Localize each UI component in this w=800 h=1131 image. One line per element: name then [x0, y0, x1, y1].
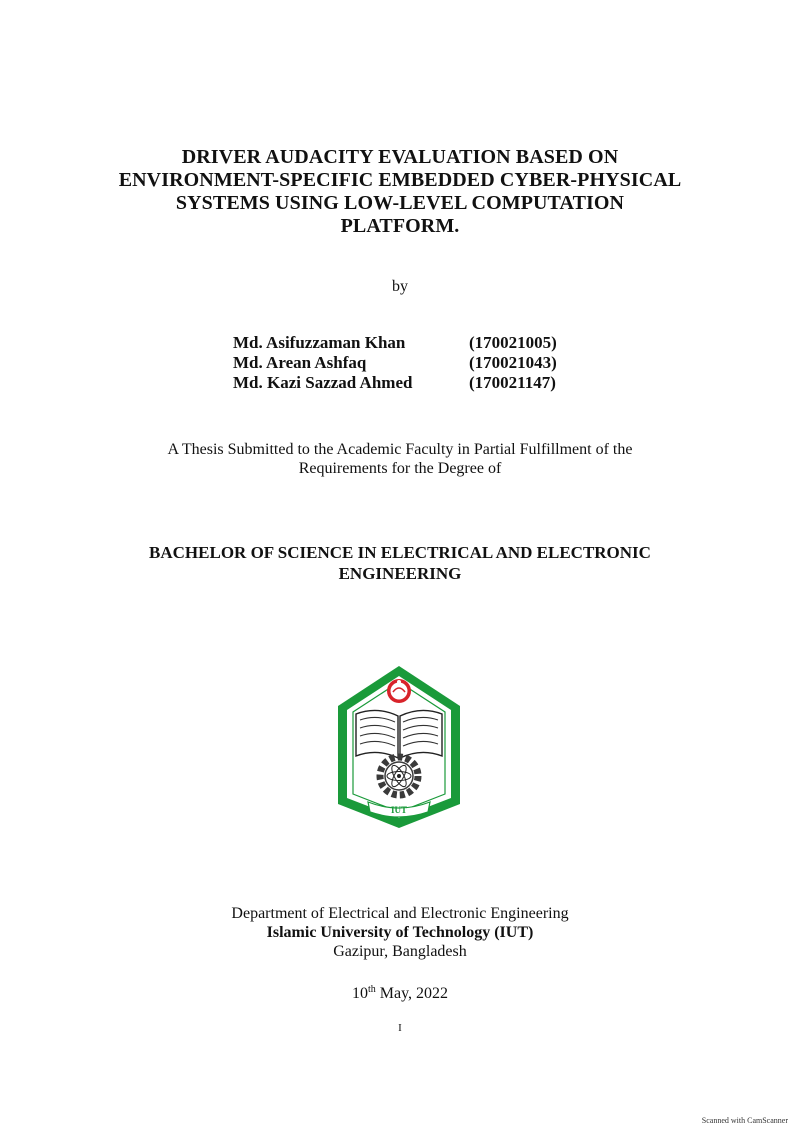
- author-name: Md. Arean Ashfaq: [233, 353, 367, 372]
- scanner-watermark: Scanned with CamScanner: [701, 1116, 788, 1125]
- thesis-title: [100, 146, 700, 238]
- degree-name: [0, 542, 800, 584]
- date-suffix: th: [367, 984, 376, 995]
- iut-logo: [334, 662, 464, 830]
- by-label: by: [392, 278, 408, 295]
- degree-line: ENGINEERING: [338, 564, 462, 583]
- department-block: [0, 904, 800, 961]
- title-line: DRIVER AUDACITY EVALUATION BASED ON: [181, 146, 619, 168]
- university-name: Islamic University of Technology (IUT): [266, 924, 534, 941]
- author-id: (170021147): [469, 373, 556, 392]
- author-id: (170021005): [469, 333, 557, 352]
- department-name: Department of Electrical and Electronic Engineering: [231, 905, 569, 922]
- title-line: PLATFORM.: [340, 215, 460, 237]
- title-line: ENVIRONMENT-SPECIFIC EMBEDDED CYBER-PHYSICAL: [118, 169, 682, 191]
- author-row: [233, 333, 593, 353]
- author-name: Md. Kazi Sazzad Ahmed: [233, 373, 413, 392]
- submission-line: Requirements for the Degree of: [298, 460, 502, 477]
- university-location: Gazipur, Bangladesh: [333, 943, 467, 960]
- date-day: 10: [351, 985, 368, 1002]
- date-rest: May, 2022: [375, 985, 449, 1002]
- submission-line: A Thesis Submitted to the Academic Faculty in Partial Fulfillment of the: [167, 441, 633, 458]
- author-id: (170021043): [469, 353, 557, 372]
- page-number: I: [398, 1022, 402, 1034]
- submission-date: [0, 985, 800, 1003]
- author-row: [233, 373, 593, 393]
- author-list: [233, 333, 593, 393]
- logo-text: IUT: [390, 805, 408, 815]
- author-row: [233, 353, 593, 373]
- submission-statement: [0, 440, 800, 478]
- degree-line: BACHELOR OF SCIENCE IN ELECTRICAL AND ELECTRONIC: [149, 543, 651, 562]
- title-line: SYSTEMS USING LOW-LEVEL COMPUTATION: [175, 192, 625, 214]
- author-name: Md. Asifuzzaman Khan: [233, 333, 406, 352]
